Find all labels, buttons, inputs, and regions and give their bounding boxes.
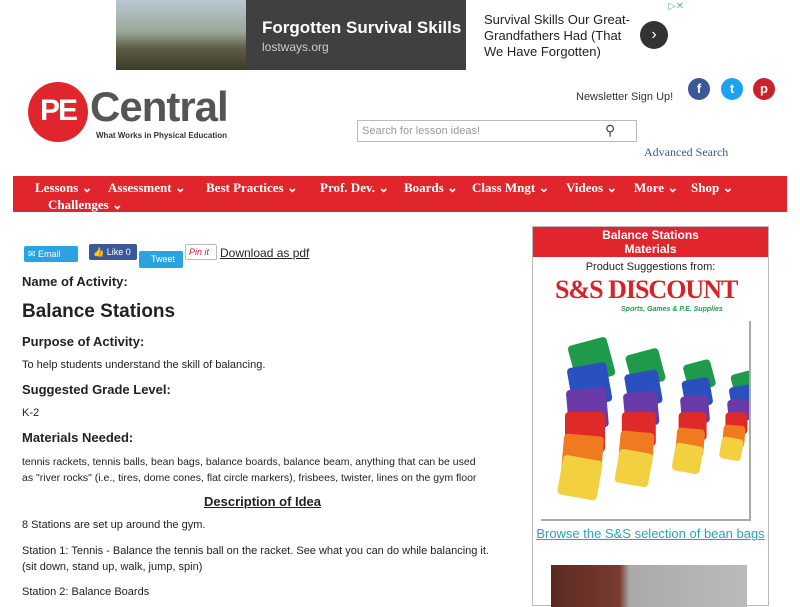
sidebar-subtitle: Materials	[624, 242, 677, 256]
bean-bag	[671, 442, 703, 474]
ss-tagline: Sports, Games & P.E. Supplies	[621, 306, 723, 313]
description-line: (sit down, stand up, walk, jump, spin)	[22, 561, 203, 573]
nav-challenges[interactable]: Challenges ⌄	[48, 197, 123, 212]
ad-description: Survival Skills Our Great-Grandfathers Had (That We Have Forgotten)	[484, 12, 630, 59]
description-label: Description of Idea	[204, 494, 322, 509]
ad-title: Forgotten Survival Skills	[262, 18, 462, 37]
facebook-like-button[interactable]: 👍 Like 0	[89, 244, 137, 260]
purpose-label: Purpose of Activity:	[22, 334, 145, 349]
purpose-text: To help students understand the skill of balancing.	[22, 359, 266, 371]
ad-title-box[interactable]	[246, 0, 466, 70]
bean-bag	[614, 448, 653, 487]
product-photo[interactable]	[551, 565, 747, 607]
nav-class-mngt[interactable]: Class Mngt ⌄	[472, 180, 550, 195]
ad-url: lostways.org	[262, 40, 329, 54]
nav-shop[interactable]: Shop ⌄	[691, 180, 734, 195]
nav-lessons[interactable]: Lessons ⌄	[35, 180, 93, 195]
materials-label: Materials Needed:	[22, 430, 134, 445]
bean-bags-illustration	[541, 321, 749, 519]
sidebar-title: Balance Stations	[602, 228, 699, 242]
description-line: 8 Stations are set up around the gym.	[22, 519, 206, 531]
nav-videos[interactable]: Videos ⌄	[566, 180, 618, 195]
chevron-right-icon[interactable]: ›	[640, 21, 668, 49]
email-share-button[interactable]: ✉ Email	[24, 246, 78, 262]
search-input[interactable]: Search for lesson ideas!	[357, 120, 637, 142]
advanced-search-link[interactable]: Advanced Search	[644, 145, 729, 159]
product-suggestions-label: Product Suggestions from:	[585, 261, 716, 273]
sidebar-header	[533, 227, 768, 257]
pinterest-icon[interactable]: p	[753, 78, 775, 100]
description-line: Station 2: Balance Boards	[22, 586, 150, 598]
logo-wordmark[interactable]: Central	[90, 83, 228, 130]
search-icon[interactable]: ⚲	[605, 122, 616, 138]
grade-text: K-2	[22, 407, 40, 419]
bean-bags-image[interactable]	[541, 321, 751, 521]
ad-image[interactable]	[116, 0, 246, 70]
materials-sidebar	[532, 226, 769, 606]
tweet-button[interactable]: Tweet	[139, 251, 183, 268]
ad-banner[interactable]	[116, 0, 684, 70]
ss-discount-logo[interactable]: S&S DISCOUNT	[555, 275, 738, 304]
facebook-icon[interactable]: f	[688, 78, 710, 100]
description-line: Station 1: Tennis - Balance the tennis ball on the racket. See what you can do while balancing it.	[22, 545, 489, 557]
grade-label: Suggested Grade Level:	[22, 382, 171, 397]
logo-tagline: What Works in Physical Education	[96, 131, 227, 140]
download-pdf-link[interactable]: Download as pdf	[220, 246, 310, 260]
main-nav	[13, 176, 787, 212]
pinterest-pin-button[interactable]: Pin it	[185, 244, 217, 260]
nav-more[interactable]: More ⌄	[634, 180, 679, 195]
nav-prof-dev[interactable]: Prof. Dev. ⌄	[320, 180, 390, 195]
materials-text-2: as "river rocks" (i.e., tires, dome cones, flat circle markers), frisbees, twister, lines on the gym floor	[22, 472, 477, 484]
activity-title: Balance Stations	[22, 301, 176, 322]
name-label: Name of Activity:	[22, 274, 128, 289]
nav-best-practices[interactable]: Best Practices ⌄	[206, 180, 298, 195]
newsletter-link[interactable]: Newsletter Sign Up!	[576, 91, 674, 103]
bean-bag	[557, 454, 603, 500]
materials-text: tennis rackets, tennis balls, bean bags, balance boards, balance beam, anything that can be used	[22, 456, 476, 468]
nav-assessment[interactable]: Assessment ⌄	[108, 180, 186, 195]
bean-bag	[719, 436, 744, 461]
nav-boards[interactable]: Boards ⌄	[404, 180, 458, 195]
twitter-icon[interactable]: t	[721, 78, 743, 100]
logo-pe[interactable]: PE	[28, 82, 88, 142]
adchoices-close-icon[interactable]: ▷✕	[668, 1, 685, 12]
browse-bean-bags-link[interactable]: Browse the S&S selection of bean bags	[536, 526, 765, 541]
